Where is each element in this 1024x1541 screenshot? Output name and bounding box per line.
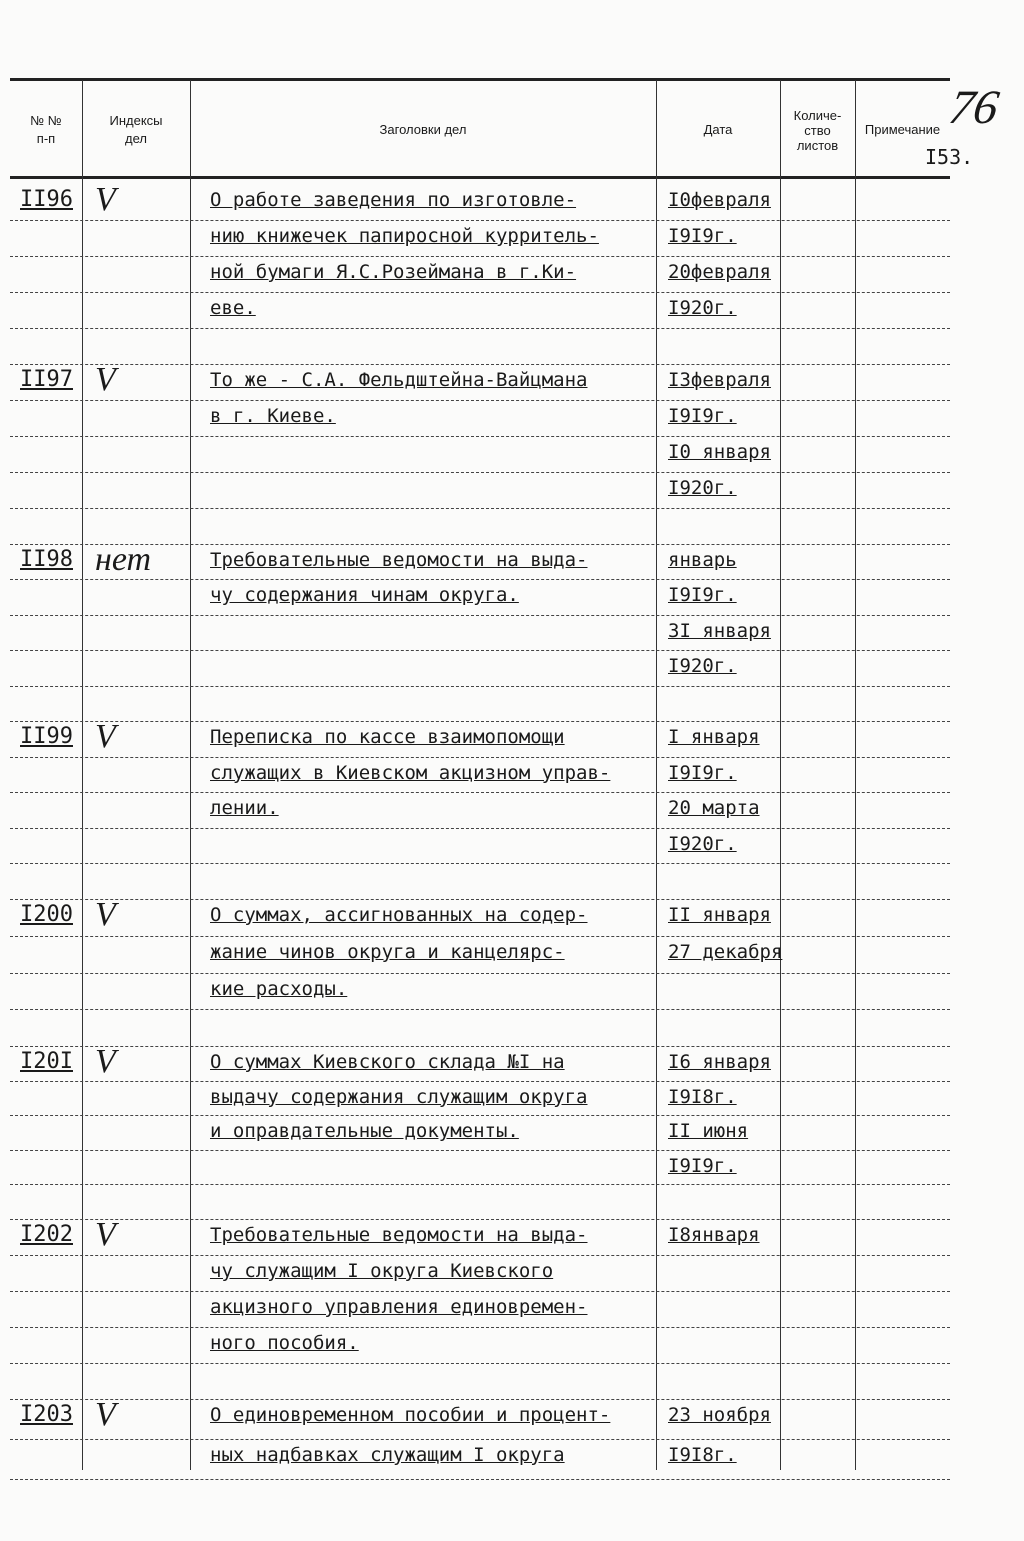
record-date-line: I9I9г. xyxy=(668,761,737,784)
ruled-line xyxy=(10,1151,950,1186)
record-title-line: и оправдательные документы. xyxy=(210,1120,519,1143)
record-title-line: О работе заведения по изготовле- xyxy=(210,189,577,211)
ruled-line xyxy=(10,293,950,329)
header-number-line2: п-п xyxy=(36,131,56,146)
record-date-line: 27 декабря xyxy=(668,940,783,963)
record-date-line: I9I9г. xyxy=(668,1154,737,1177)
record-index-mark: V xyxy=(95,361,116,398)
record-title-line: чу содержания чинам округа. xyxy=(210,584,519,607)
record-title-line: лении. xyxy=(210,797,279,820)
record-number: II99 xyxy=(20,724,73,749)
record-title-line: О единовременном пособии и процент- xyxy=(210,1404,611,1426)
record-row xyxy=(10,541,950,722)
record-date-line: I920г. xyxy=(668,297,737,319)
record-title-line: О суммах, ассигнованных на содер- xyxy=(210,904,588,926)
record-index-mark: V xyxy=(95,1043,116,1080)
header-count-line1: Количе- xyxy=(793,107,842,123)
record-row xyxy=(10,896,950,1047)
record-title-line: кие расходы. xyxy=(210,977,348,1000)
record-title-line: ного пособия. xyxy=(210,1332,359,1354)
record-row xyxy=(10,1216,950,1400)
record-date-line: I9I8г. xyxy=(668,1444,737,1466)
record-number: I202 xyxy=(20,1222,73,1247)
record-title-line: Требовательные ведомости на выда- xyxy=(210,549,588,571)
records-list xyxy=(10,181,950,1480)
record-date-line: I920г. xyxy=(668,655,737,678)
record-index-mark: V xyxy=(95,718,116,755)
record-title-line: Требовательные ведомости на выда- xyxy=(210,1224,588,1246)
record-row xyxy=(10,718,950,900)
record-title-line: Переписка по кассе взаимопомощи xyxy=(210,726,565,748)
record-date-line: I3февраля xyxy=(668,369,771,391)
header-title-text: Заголовки дел xyxy=(379,122,467,137)
record-number: II98 xyxy=(20,547,73,572)
record-title-line: ной бумаги Я.С.Розеймана в г.Ки- xyxy=(210,261,577,283)
record-index-mark: V xyxy=(95,181,116,218)
header-count xyxy=(780,90,855,170)
record-date-line: I9I9г. xyxy=(668,405,737,427)
record-date-line: I6 января xyxy=(668,1051,771,1073)
header-title xyxy=(190,90,656,170)
header-count-line3: листов xyxy=(796,137,839,153)
record-row xyxy=(10,181,950,365)
ruled-line xyxy=(10,864,950,900)
record-date-line: I920г. xyxy=(668,832,737,855)
header-number-line1: № № xyxy=(30,113,62,128)
header-top-rule xyxy=(10,78,950,81)
record-title-line: О суммах Киевского склада №I на xyxy=(210,1051,565,1073)
ruled-line xyxy=(10,329,950,365)
record-number: I203 xyxy=(20,1402,73,1427)
record-title-line: в г. Киеве. xyxy=(210,405,336,427)
record-date-line: II июня xyxy=(668,1120,749,1143)
record-title-line: нию книжечек папиросной курритель- xyxy=(210,225,599,247)
record-date-line: I9I8г. xyxy=(668,1085,737,1108)
header-bottom-rule xyxy=(10,176,950,179)
ruled-line xyxy=(10,1185,950,1220)
record-number: I20I xyxy=(20,1049,73,1074)
record-title-line: То же - С.А. Фельдштейна-Вайцмана xyxy=(210,369,588,391)
record-date-line: I января xyxy=(668,726,760,748)
record-title-line: ных надбавках служащим I округа xyxy=(210,1444,565,1466)
record-title-line: служащих в Киевском акцизном управ- xyxy=(210,761,611,784)
ruled-line xyxy=(10,687,950,722)
header-count-line2: ство xyxy=(804,122,831,138)
record-row xyxy=(10,1396,950,1480)
ruled-line xyxy=(10,509,950,545)
ruled-line xyxy=(10,1328,950,1364)
record-date-line: 20 марта xyxy=(668,797,760,820)
record-row xyxy=(10,1043,950,1220)
record-date-line: I9I9г. xyxy=(668,584,737,607)
ruled-line xyxy=(10,616,950,651)
header-note-text: Примечание xyxy=(864,122,941,137)
record-title-line: акцизного управления единовремен- xyxy=(210,1296,588,1318)
record-title-line: жание чинов округа и канцелярс- xyxy=(210,940,565,963)
record-date-line: I9I9г. xyxy=(668,225,737,247)
header-number xyxy=(10,90,82,170)
record-date-line: I0 января xyxy=(668,441,771,463)
header-index xyxy=(82,90,190,170)
ruled-line xyxy=(10,401,950,437)
record-index-mark: V xyxy=(95,1216,116,1253)
record-date-line: 3I января xyxy=(668,619,771,642)
record-date-line: январь xyxy=(668,549,737,571)
header-index-line1: Индексы xyxy=(109,113,163,128)
record-row xyxy=(10,361,950,545)
header-index-line2: дел xyxy=(125,131,147,146)
record-number: II97 xyxy=(20,367,73,392)
record-date-line: I0февраля xyxy=(668,189,771,211)
record-date-line: I8января xyxy=(668,1224,760,1246)
record-title-line: чу служащим I округа Киевского xyxy=(210,1260,554,1282)
ruled-line xyxy=(10,793,950,829)
folio-number: 76 xyxy=(945,81,1003,134)
record-index-mark: V xyxy=(95,896,116,933)
header-date xyxy=(656,90,780,170)
record-date-line: 20февраля xyxy=(668,261,771,283)
record-date-line: I920г. xyxy=(668,477,737,499)
sheet-number: I53. xyxy=(925,145,974,169)
record-number: I200 xyxy=(20,902,73,927)
ruled-line xyxy=(10,829,950,865)
ruled-line xyxy=(10,651,950,686)
ruled-line xyxy=(10,1010,950,1047)
record-date-line: 23 ноября xyxy=(668,1404,771,1426)
record-index-mark: V xyxy=(95,1396,116,1433)
ruled-line xyxy=(10,437,950,473)
ruled-line xyxy=(10,473,950,509)
record-title-line: еве. xyxy=(210,297,256,319)
ruled-line xyxy=(10,974,950,1011)
header-date-text: Дата xyxy=(703,122,733,137)
record-index-mark: нет xyxy=(95,541,152,578)
ruled-line xyxy=(10,1364,950,1400)
record-title-line: выдачу содержания служащим округа xyxy=(210,1085,588,1108)
record-date-line: II января xyxy=(668,904,771,926)
record-number: II96 xyxy=(20,187,73,212)
